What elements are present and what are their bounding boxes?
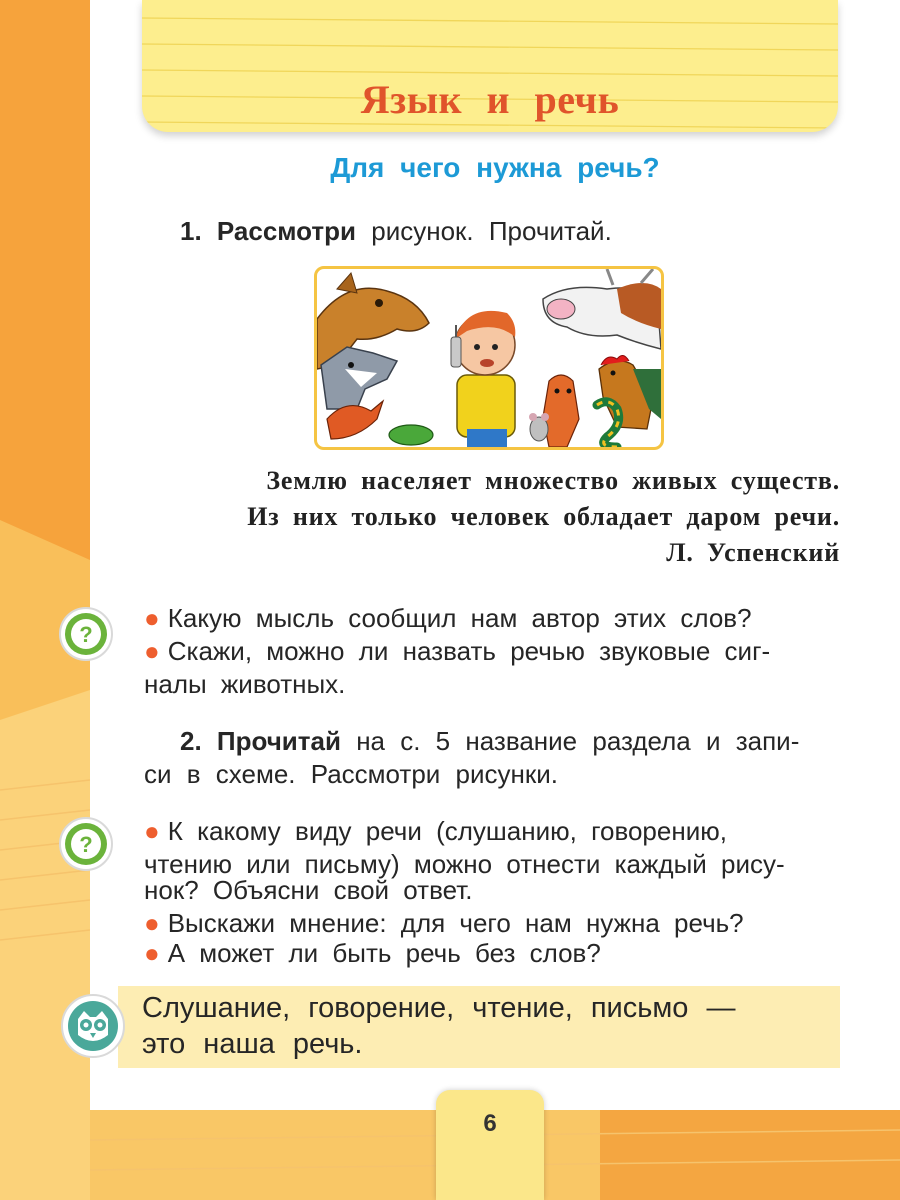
quote-author: Л. Успенский xyxy=(666,538,840,567)
rule-line-2: это наша речь. xyxy=(142,1028,363,1060)
rule-text xyxy=(142,990,834,1062)
section-title: Для чего нужна речь? xyxy=(330,152,660,183)
illustration-boy-and-animals xyxy=(314,266,664,450)
question-2-2: ● Выскажи мнение: для чего нам нужна речь? xyxy=(144,908,744,938)
svg-text:?: ? xyxy=(79,832,93,857)
exercise-2-instruction-line-1: 2. Прочитай на с. 5 название раздела и запи- xyxy=(180,726,800,756)
exercise-1-text: рисунок. Прочитай. xyxy=(356,216,612,246)
question-2-1-continued-b: нок? Объясни свой ответ. xyxy=(144,875,473,905)
exercise-1-instruction xyxy=(180,214,612,248)
bullet-dot: ● xyxy=(144,938,160,968)
page-number-tab xyxy=(436,1090,544,1200)
page-number: 6 xyxy=(483,1110,497,1137)
question-2-3: ● А может ли быть речь без слов? xyxy=(144,938,601,968)
question-1-1: ● Какую мысль сообщил нам автор этих слов? xyxy=(144,603,752,633)
quote-line-1: Землю населяет множество живых существ. xyxy=(266,466,840,495)
rule-line-1: Слушание, говорение, чтение, письмо — xyxy=(142,992,736,1024)
cat-illustration xyxy=(543,375,579,447)
quote-line-2: Из них только человек обладает даром речи. xyxy=(247,502,840,531)
bullet-dot: ● xyxy=(144,908,160,938)
chapter-title-band xyxy=(142,0,838,132)
question-1-2: ● Скажи, можно ли назвать речью звуковые сиг- xyxy=(144,636,771,666)
wolf-illustration xyxy=(321,347,397,409)
exercise-2-number: 2. Прочитай xyxy=(180,726,341,756)
bullet-dot: ● xyxy=(144,816,160,846)
question-2-1-continued-a: чтению или письму) можно отнести каждый рису- xyxy=(144,849,785,879)
question-2-1: ● К какому виду речи (слушанию, говорению, xyxy=(144,816,727,846)
owl-icon xyxy=(60,993,126,1059)
svg-text:?: ? xyxy=(79,622,93,647)
exercise-1-number: 1. Рассмотри xyxy=(180,216,357,246)
bullet-dot: ● xyxy=(144,603,160,633)
question-1-2-continued: налы животных. xyxy=(144,669,346,699)
mouse-illustration xyxy=(529,413,549,441)
question-icon xyxy=(58,816,114,872)
rooster-illustration xyxy=(599,355,661,429)
question-icon xyxy=(58,606,114,662)
chapter-title: Язык и речь xyxy=(360,77,620,122)
exercise-2-instruction-line-2: си в схеме. Рассмотри рисунки. xyxy=(144,759,559,789)
bullet-dot: ● xyxy=(144,636,160,666)
boy-illustration xyxy=(451,311,515,447)
cow-illustration xyxy=(543,269,661,349)
frog-illustration xyxy=(389,425,433,445)
